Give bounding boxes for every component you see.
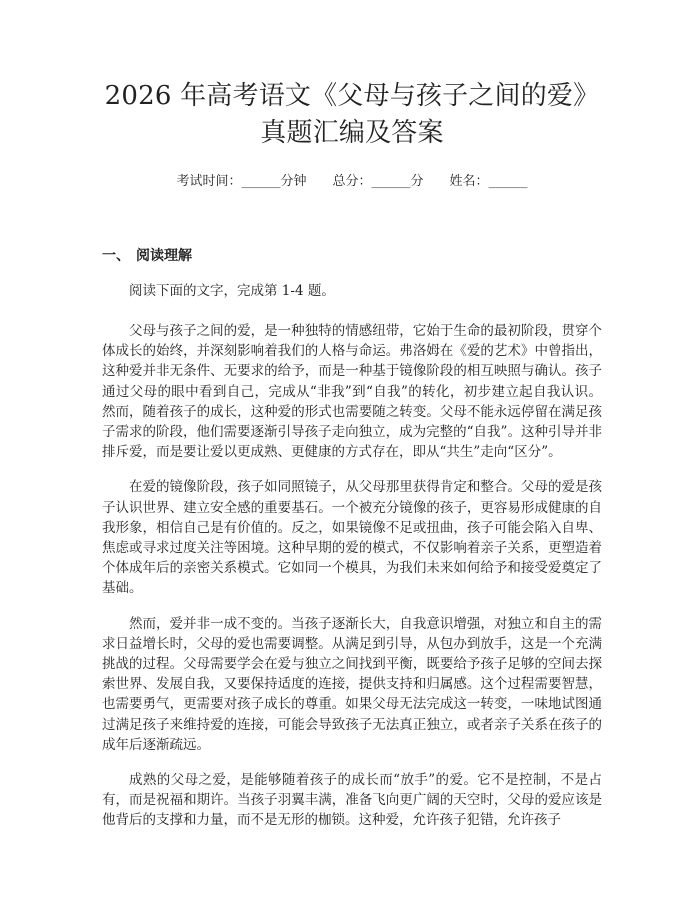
reading-instruction: 阅读下面的文字，完成第 1-4 题。: [129, 283, 335, 299]
passage-paragraph-4: 成熟的父母之爱，是能够随着孩子的成长而“放手”的爱。它不是控制，不是占有，而是祝福和期许。当孩子羽翼丰满，准备飞向更广阔的天空时，父母的爱应该是他背后的支撑和力量，而不是无形的枷锁。这种爱，允许孩子犯错，允许孩子: [102, 772, 602, 829]
document-title: 2026 年高考语文《父母与孩子之间的爱》真题汇编及答案: [104, 81, 600, 148]
passage-paragraph-3: 然而，爱并非一成不变的。当孩子逐渐长大，自我意识增强，对独立和自主的需求日益增长时，父母的爱也需要调整。从满足到引导，从包办到放手，这是一个充满挑战的过程。父母需要学会在爱与独立之间找到平衡，既要给予孩子足够的空间去探索世界、发展自我，又要保持适度的连接，提供支持和归属感。这个过程需要智慧，也需要勇气，更需要对孩子成长的尊重。如果父母无法完成这一转变，一味地试图通过满足孩子来维持爱的连接，可能会导致孩子无法真正独立，或者亲子关系在孩子的成年后逐渐疏远。: [102, 615, 602, 753]
section-heading: [102, 245, 602, 265]
section-title: 阅读理解: [136, 248, 192, 264]
total-score-field: 总分：______分: [332, 174, 424, 189]
exam-time-field: 考试时间：______分钟: [176, 174, 307, 189]
exam-meta-line: [102, 170, 602, 189]
passage-paragraph-1: 父母与孩子之间的爱，是一种独特的情感纽带，它始于生命的最初阶段，贯穿个体成长的始终，并深刻影响着我们的人格与命运。弗洛姆在《爱的艺术》中曾指出，这种爱并非无条件、无要求的给予，而是一种基于镜像阶段的相互映照与确认。孩子通过父母的眼中看到自己，完成从“非我”到“自我”的转化，初步建立起自我认识。然而，随着孩子的成长，这种爱的形式也需要随之转变。父母不能永远停留在满足孩子需求的阶段，他们需要逐渐引导孩子走向独立，成为完整的“自我”。这种引导并非排斥爱，而是要让爱以更成熟、更健康的方式存在，即从“共生”走向“区分”。: [102, 323, 602, 461]
section-number: 一、: [102, 248, 130, 264]
passage-paragraph-2: 在爱的镜像阶段，孩子如同照镜子，从父母那里获得肯定和整合。父母的爱是孩子认识世界、建立安全感的重要基石。一个被充分镜像的孩子，更容易形成健康的自我形象，相信自己是有价值的。反之，如果镜像不足或扭曲，孩子可能会陷入自卑、焦虑或寻求过度关注等困境。这种早期的爱的模式，不仅影响着亲子关系，更塑造着个体成年后的亲密关系模式。它如同一个模具，为我们未来如何给予和接受爱奠定了基础。: [102, 479, 602, 597]
student-name-field: 姓名：______: [449, 174, 528, 189]
